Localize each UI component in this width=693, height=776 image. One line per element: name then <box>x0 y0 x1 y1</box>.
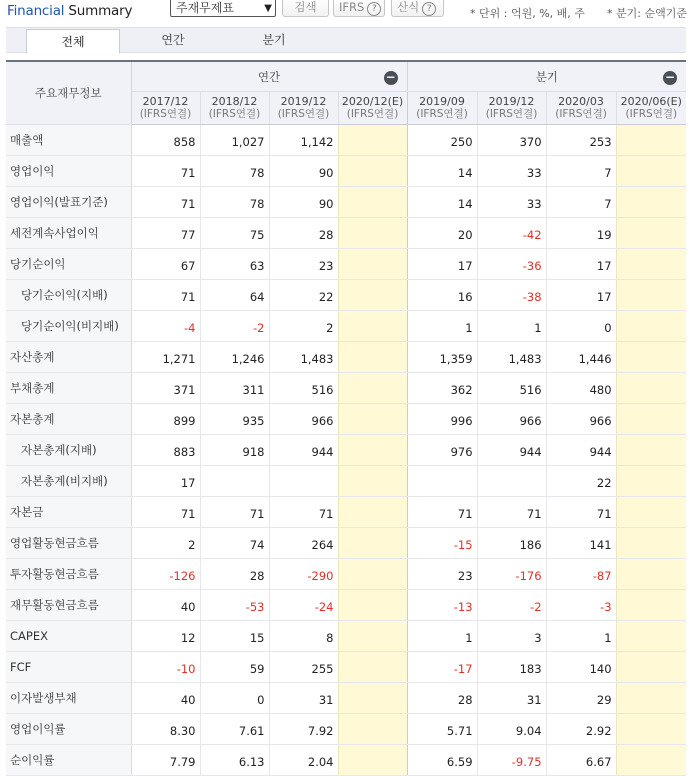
row-label: 투자활동현금흐름 <box>6 559 131 590</box>
table-cell: 33 <box>477 187 546 218</box>
table-cell: 966 <box>546 404 616 435</box>
table-cell: 1,483 <box>269 342 338 373</box>
table-cell: 141 <box>546 528 616 559</box>
table-cell: 253 <box>546 125 616 156</box>
row-label: 부채총계 <box>6 373 131 404</box>
table-cell: -3 <box>546 590 616 621</box>
table-cell <box>616 342 686 373</box>
period-tabs <box>6 27 686 53</box>
help-icon: ? <box>367 2 381 16</box>
table-cell <box>338 404 407 435</box>
table-cell: 22 <box>546 466 616 497</box>
table-cell: -126 <box>131 559 200 590</box>
table-cell: -2 <box>200 311 269 342</box>
table-cell <box>477 466 546 497</box>
table-cell: 17 <box>546 280 616 311</box>
table-cell: 40 <box>131 590 200 621</box>
table-cell: 17 <box>131 466 200 497</box>
table-cell: -53 <box>200 590 269 621</box>
table-cell <box>616 528 686 559</box>
table-cell: 944 <box>477 435 546 466</box>
table-cell <box>616 497 686 528</box>
table-cell: 996 <box>407 404 477 435</box>
table-cell: 40 <box>131 683 200 714</box>
table-cell: 71 <box>131 187 200 218</box>
table-cell <box>616 652 686 683</box>
column-period: 2018/12 <box>211 95 258 108</box>
table-cell <box>616 683 686 714</box>
table-cell <box>338 590 407 621</box>
financial-summary-table <box>6 60 686 776</box>
column-basis: (IFRS연결) <box>555 108 607 120</box>
table-cell: 14 <box>407 187 477 218</box>
table-cell: 90 <box>269 156 338 187</box>
table-cell: 8 <box>269 621 338 652</box>
column-header <box>477 92 546 125</box>
table-cell: 255 <box>269 652 338 683</box>
table-cell: 1 <box>407 621 477 652</box>
table-cell: 74 <box>200 528 269 559</box>
formula-button[interactable] <box>391 0 444 17</box>
table-cell: 63 <box>200 249 269 280</box>
table-cell: 0 <box>546 311 616 342</box>
table-cell: 6.59 <box>407 745 477 776</box>
table-cell: 71 <box>269 497 338 528</box>
table-cell: 64 <box>200 280 269 311</box>
table-cell <box>338 125 407 156</box>
table-cell: 1,271 <box>131 342 200 373</box>
help-icon: ? <box>422 2 436 16</box>
column-period: 2020/12(E) <box>341 95 404 108</box>
group-quarterly-label: 분기 <box>535 69 558 84</box>
table-cell <box>616 435 686 466</box>
table-row <box>6 249 686 280</box>
table-row <box>6 621 686 652</box>
table-row <box>6 342 686 373</box>
table-cell <box>616 156 686 187</box>
table-cell: 1,142 <box>269 125 338 156</box>
table-cell <box>338 466 407 497</box>
tab-annual[interactable]: 연간 <box>161 33 185 47</box>
table-cell: 944 <box>546 435 616 466</box>
table-cell: 77 <box>131 218 200 249</box>
table-cell: 264 <box>269 528 338 559</box>
summary-toolbar <box>0 0 693 22</box>
formula-label: 산식 <box>397 0 420 14</box>
table-cell <box>616 745 686 776</box>
table-cell <box>338 714 407 745</box>
table-cell: 7.79 <box>131 745 200 776</box>
table-cell <box>338 621 407 652</box>
table-cell: 371 <box>131 373 200 404</box>
table-cell: 71 <box>477 497 546 528</box>
row-label: CAPEX <box>6 621 131 652</box>
table-cell: 71 <box>131 280 200 311</box>
row-label: 영업이익(발표기준) <box>6 187 131 218</box>
table-row <box>6 745 686 776</box>
table-cell: -13 <box>407 590 477 621</box>
table-row <box>6 683 686 714</box>
chevron-down-icon: ▼ <box>264 3 272 14</box>
table-cell: 7.92 <box>269 714 338 745</box>
column-period: 2019/12 <box>280 95 327 108</box>
table-cell: 1,446 <box>546 342 616 373</box>
table-cell: 71 <box>131 156 200 187</box>
statement-type-select[interactable] <box>170 0 276 17</box>
period-note: * 분기: 순액기준 <box>607 7 687 20</box>
row-label: FCF <box>6 652 131 683</box>
table-cell: 944 <box>269 435 338 466</box>
table-cell: 23 <box>269 249 338 280</box>
table-cell: 8.30 <box>131 714 200 745</box>
table-row <box>6 373 686 404</box>
table-cell: 966 <box>269 404 338 435</box>
table-cell <box>338 652 407 683</box>
column-header <box>131 92 200 125</box>
table-cell: 1 <box>546 621 616 652</box>
table-cell <box>616 404 686 435</box>
table-cell: -17 <box>407 652 477 683</box>
table-cell <box>338 342 407 373</box>
table-cell <box>616 373 686 404</box>
column-period: 2019/09 <box>419 95 465 108</box>
table-cell: 12 <box>131 621 200 652</box>
table-cell <box>616 125 686 156</box>
table-cell <box>616 280 686 311</box>
row-label: 매출액 <box>6 125 131 156</box>
table-cell: 71 <box>200 497 269 528</box>
ifrs-button[interactable] <box>333 0 385 17</box>
table-cell: 90 <box>269 187 338 218</box>
table-cell <box>616 466 686 497</box>
table-cell: 858 <box>131 125 200 156</box>
table-cell: -2 <box>477 590 546 621</box>
row-label: 이자발생부채 <box>6 683 131 714</box>
table-cell <box>338 683 407 714</box>
table-cell <box>616 218 686 249</box>
table-cell <box>616 590 686 621</box>
table-cell: 935 <box>200 404 269 435</box>
table-cell: 1 <box>477 311 546 342</box>
table-cell: 966 <box>477 404 546 435</box>
table-cell <box>338 497 407 528</box>
table-cell: 1 <box>407 311 477 342</box>
table-cell <box>338 373 407 404</box>
column-header <box>200 92 269 125</box>
table-cell: -15 <box>407 528 477 559</box>
table-cell: 6.13 <box>200 745 269 776</box>
table-cell <box>338 311 407 342</box>
table-row <box>6 497 686 528</box>
table-cell <box>616 311 686 342</box>
row-label: 순이익률 <box>6 745 131 776</box>
table-cell: 19 <box>546 218 616 249</box>
table-cell: 2.92 <box>546 714 616 745</box>
table-cell <box>338 280 407 311</box>
table-cell <box>200 466 269 497</box>
ifrs-label: IFRS <box>339 0 365 14</box>
table-cell: -42 <box>477 218 546 249</box>
section-title <box>7 3 132 19</box>
row-label: 당기순이익(지배) <box>6 280 131 311</box>
table-cell: 71 <box>131 497 200 528</box>
table-cell: 28 <box>407 683 477 714</box>
table-cell: 1,483 <box>477 342 546 373</box>
table-cell: -87 <box>546 559 616 590</box>
search-button[interactable]: 검색 <box>282 0 329 17</box>
table-cell: 370 <box>477 125 546 156</box>
row-label: 자본총계(비지배) <box>6 466 131 497</box>
table-cell: 183 <box>477 652 546 683</box>
table-cell: 23 <box>407 559 477 590</box>
table-cell: 186 <box>477 528 546 559</box>
table-cell: 33 <box>477 156 546 187</box>
column-basis: (IFRS연결) <box>208 108 261 120</box>
column-basis: (IFRS연결) <box>485 108 538 120</box>
row-label: 당기순이익 <box>6 249 131 280</box>
table-cell: -4 <box>131 311 200 342</box>
statement-type-value: 주재무제표 <box>176 1 234 15</box>
table-cell: 311 <box>200 373 269 404</box>
table-cell: 78 <box>200 156 269 187</box>
table-cell <box>616 249 686 280</box>
table-cell: 75 <box>200 218 269 249</box>
tab-quarterly[interactable]: 분기 <box>262 33 286 47</box>
group-annual-label: 연간 <box>257 69 281 84</box>
table-cell: 59 <box>200 652 269 683</box>
column-basis: (IFRS연결) <box>625 108 678 120</box>
table-cell: -290 <box>269 559 338 590</box>
table-cell: 5.71 <box>407 714 477 745</box>
table-cell: 899 <box>131 404 200 435</box>
column-basis: (IFRS연결) <box>139 108 192 120</box>
tab-all[interactable]: 전체 <box>26 29 120 54</box>
table-cell <box>338 745 407 776</box>
table-cell: 480 <box>546 373 616 404</box>
column-basis: (IFRS연결) <box>277 108 330 120</box>
table-cell: 7.61 <box>200 714 269 745</box>
table-cell: 3 <box>477 621 546 652</box>
table-cell: 7 <box>546 156 616 187</box>
collapse-icon[interactable]: − <box>385 70 396 84</box>
table-cell: 516 <box>477 373 546 404</box>
table-cell: 29 <box>546 683 616 714</box>
title-part2: Summary <box>64 3 133 19</box>
table-cell: -24 <box>269 590 338 621</box>
table-cell: 7 <box>546 187 616 218</box>
table-cell: 71 <box>407 497 477 528</box>
table-cell: 1,246 <box>200 342 269 373</box>
table-cell: 883 <box>131 435 200 466</box>
row-label: 자본총계(지배) <box>6 435 131 466</box>
table-row <box>6 435 686 466</box>
table-row <box>6 187 686 218</box>
unit-note: * 단위 : 억원, %, 배, 주 <box>470 7 585 20</box>
table-cell <box>407 466 477 497</box>
row-label: 영업활동현금흐름 <box>6 528 131 559</box>
table-cell: 78 <box>200 187 269 218</box>
table-cell <box>338 218 407 249</box>
column-period: 2020/06(E) <box>620 95 682 108</box>
table-cell: 67 <box>131 249 200 280</box>
table-body <box>6 125 686 776</box>
table-cell: 15 <box>200 621 269 652</box>
table-cell <box>616 187 686 218</box>
column-header <box>546 92 616 125</box>
column-period: 2020/03 <box>558 95 604 108</box>
group-annual <box>131 61 407 92</box>
row-label: 영업이익률 <box>6 714 131 745</box>
table-cell <box>338 559 407 590</box>
row-label: 자본총계 <box>6 404 131 435</box>
row-label: 재무활동현금흐름 <box>6 590 131 621</box>
table-cell <box>338 249 407 280</box>
column-period: 2017/12 <box>142 95 189 108</box>
row-label: 자본금 <box>6 497 131 528</box>
table-row <box>6 156 686 187</box>
row-label: 영업이익 <box>6 156 131 187</box>
table-cell: 2.04 <box>269 745 338 776</box>
table-row <box>6 590 686 621</box>
row-label: 당기순이익(비지배) <box>6 311 131 342</box>
column-basis: (IFRS연결) <box>346 108 399 120</box>
table-cell: 71 <box>546 497 616 528</box>
table-row <box>6 714 686 745</box>
row-label: 자산총계 <box>6 342 131 373</box>
column-basis: (IFRS연결) <box>416 108 468 120</box>
table-cell: 31 <box>269 683 338 714</box>
table-row <box>6 311 686 342</box>
table-cell: 918 <box>200 435 269 466</box>
column-header <box>269 92 338 125</box>
table-cell: 20 <box>407 218 477 249</box>
table-row <box>6 404 686 435</box>
table-cell: 516 <box>269 373 338 404</box>
table-cell <box>616 621 686 652</box>
table-cell <box>338 156 407 187</box>
table-cell: -38 <box>477 280 546 311</box>
table-cell: 250 <box>407 125 477 156</box>
table-cell <box>338 187 407 218</box>
table-cell: -9.75 <box>477 745 546 776</box>
table-row <box>6 559 686 590</box>
table-cell: 16 <box>407 280 477 311</box>
table-cell: 2 <box>269 311 338 342</box>
table-row <box>6 466 686 497</box>
table-cell: 31 <box>477 683 546 714</box>
table-cell <box>616 714 686 745</box>
column-period: 2019/12 <box>488 95 535 108</box>
table-cell: 22 <box>269 280 338 311</box>
table-cell: 976 <box>407 435 477 466</box>
title-part1: Financial <box>7 3 65 19</box>
column-header <box>407 92 477 125</box>
table-cell: 140 <box>546 652 616 683</box>
table-cell: 9.04 <box>477 714 546 745</box>
table-cell: 1,359 <box>407 342 477 373</box>
table-cell: 14 <box>407 156 477 187</box>
group-quarterly <box>407 61 686 92</box>
table-cell: 362 <box>407 373 477 404</box>
table-cell: 2 <box>131 528 200 559</box>
table-row <box>6 125 686 156</box>
row-header-label: 주요재무정보 <box>6 61 131 125</box>
table-cell: -10 <box>131 652 200 683</box>
table-row <box>6 528 686 559</box>
table-row <box>6 218 686 249</box>
table-cell: 28 <box>269 218 338 249</box>
column-header <box>338 92 407 125</box>
table-cell: 6.67 <box>546 745 616 776</box>
table-cell <box>338 435 407 466</box>
column-header <box>616 92 686 125</box>
table-cell: 0 <box>200 683 269 714</box>
table-cell: 1,027 <box>200 125 269 156</box>
table-row <box>6 280 686 311</box>
table-cell: -36 <box>477 249 546 280</box>
table-cell <box>269 466 338 497</box>
table-cell: 17 <box>546 249 616 280</box>
row-label: 세전계속사업이익 <box>6 218 131 249</box>
table-row <box>6 652 686 683</box>
table-cell <box>338 528 407 559</box>
table-cell: 17 <box>407 249 477 280</box>
table-cell: 28 <box>200 559 269 590</box>
collapse-icon[interactable]: − <box>665 70 676 84</box>
table-cell: -176 <box>477 559 546 590</box>
table-cell <box>616 559 686 590</box>
